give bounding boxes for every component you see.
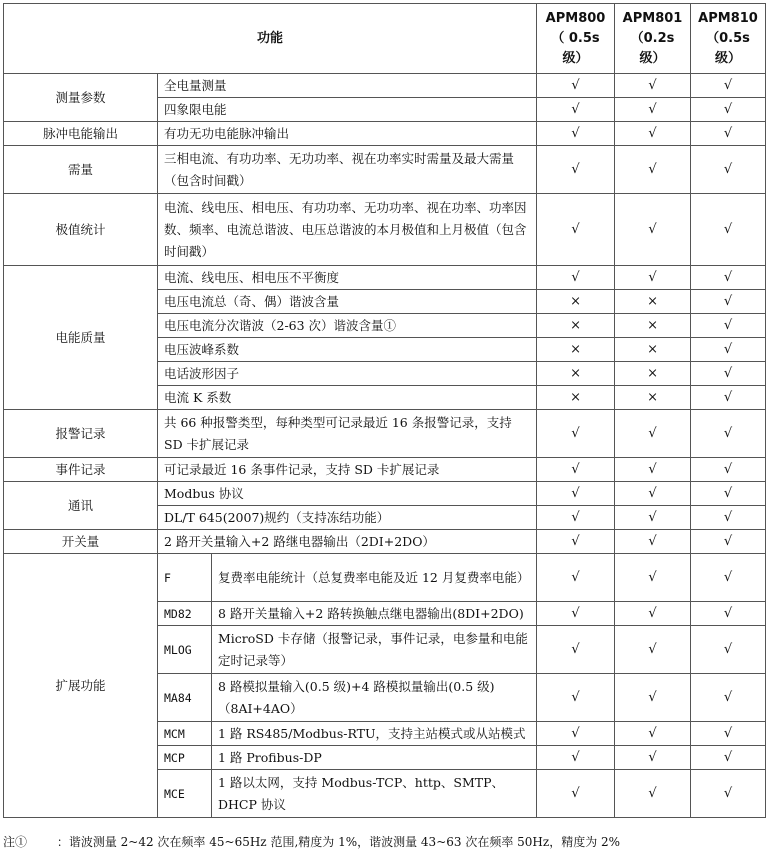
support-mark: × xyxy=(615,338,691,362)
support-mark: × xyxy=(537,362,615,386)
option-code: MLOG xyxy=(158,626,212,674)
feature-desc: 有功无功电能脉冲输出 xyxy=(158,122,537,146)
model-grade: （0.5s 级） xyxy=(706,30,750,66)
support-mark: √ xyxy=(691,386,766,410)
support-mark: × xyxy=(537,290,615,314)
feature-desc: 1 路以太网，支持 Modbus-TCP、http、SMTP、DHCP 协议 xyxy=(212,770,537,818)
support-mark: × xyxy=(615,314,691,338)
support-mark: √ xyxy=(537,770,615,818)
support-mark: √ xyxy=(537,626,615,674)
feature-desc: 三相电流、有功功率、无功功率、视在功率实时需量及最大需量（包含时间戳） xyxy=(158,146,537,194)
support-mark: √ xyxy=(615,626,691,674)
support-mark: √ xyxy=(537,506,615,530)
support-mark: √ xyxy=(615,674,691,722)
support-mark: √ xyxy=(615,74,691,98)
model-name: APM800 xyxy=(545,10,606,26)
support-mark: √ xyxy=(691,674,766,722)
feature-desc: 电话波形因子 xyxy=(158,362,537,386)
support-mark: √ xyxy=(691,554,766,602)
support-mark: √ xyxy=(691,746,766,770)
support-mark: √ xyxy=(691,722,766,746)
support-mark: √ xyxy=(537,194,615,266)
category-cell: 测量参数 xyxy=(4,74,158,122)
model-header-apm800 xyxy=(537,4,615,74)
support-mark: √ xyxy=(691,410,766,458)
support-mark: √ xyxy=(691,194,766,266)
support-mark: × xyxy=(537,386,615,410)
support-mark: √ xyxy=(691,98,766,122)
support-mark: √ xyxy=(537,146,615,194)
option-code: MCP xyxy=(158,746,212,770)
support-mark: √ xyxy=(537,530,615,554)
support-mark: √ xyxy=(615,506,691,530)
support-mark: √ xyxy=(537,410,615,458)
support-mark: √ xyxy=(691,146,766,194)
feature-desc: DL/T 645(2007)规约（支持冻结功能） xyxy=(158,506,537,530)
category-cell: 需量 xyxy=(4,146,158,194)
model-grade: （0.2s 级） xyxy=(630,30,675,66)
feature-desc: 电流、线电压、相电压不平衡度 xyxy=(158,266,537,290)
header-row xyxy=(4,4,766,74)
feature-desc: 电流、线电压、相电压、有功功率、无功功率、视在功率、功率因数、频率、电流总谐波、电压总谐波的本月极值和上月极值（包含时间戳） xyxy=(158,194,537,266)
support-mark: √ xyxy=(537,266,615,290)
support-mark: √ xyxy=(615,722,691,746)
support-mark: √ xyxy=(691,626,766,674)
category-cell: 扩展功能 xyxy=(4,554,158,818)
support-mark: √ xyxy=(615,530,691,554)
feature-desc: 1 路 RS485/Modbus-RTU，支持主站模式或从站模式 xyxy=(212,722,537,746)
feature-desc: 共 66 种报警类型，每种类型可记录最近 16 条报警记录，支持 SD 卡扩展记录 xyxy=(158,410,537,458)
category-cell: 报警记录 xyxy=(4,410,158,458)
support-mark: √ xyxy=(691,458,766,482)
table-row xyxy=(4,266,766,290)
support-mark: √ xyxy=(615,266,691,290)
category-cell: 开关量 xyxy=(4,530,158,554)
support-mark: √ xyxy=(691,770,766,818)
support-mark: √ xyxy=(691,74,766,98)
table-row xyxy=(4,458,766,482)
support-mark: √ xyxy=(537,746,615,770)
support-mark: × xyxy=(615,290,691,314)
support-mark: √ xyxy=(691,530,766,554)
option-code: MA84 xyxy=(158,674,212,722)
feature-desc: Modbus 协议 xyxy=(158,482,537,506)
table-row xyxy=(4,122,766,146)
support-mark: √ xyxy=(691,338,766,362)
support-mark: √ xyxy=(615,554,691,602)
support-mark: × xyxy=(537,338,615,362)
feature-desc: 8 路模拟量输入(0.5 级)+4 路模拟量输出(0.5 级)（8AI+4AO） xyxy=(212,674,537,722)
table-row xyxy=(4,146,766,194)
category-cell: 极值统计 xyxy=(4,194,158,266)
table-row xyxy=(4,410,766,458)
category-cell: 电能质量 xyxy=(4,266,158,410)
support-mark: √ xyxy=(615,122,691,146)
support-mark: √ xyxy=(615,146,691,194)
feature-desc: 1 路 Profibus-DP xyxy=(212,746,537,770)
footnote xyxy=(3,833,620,850)
feature-desc: 电压电流总（奇、偶）谐波含量 xyxy=(158,290,537,314)
support-mark: √ xyxy=(615,194,691,266)
feature-desc: 电压电流分次谐波（2-63 次）谐波含量① xyxy=(158,314,537,338)
support-mark: √ xyxy=(615,482,691,506)
model-header-apm801 xyxy=(615,4,691,74)
support-mark: √ xyxy=(615,746,691,770)
feature-desc: 全电量测量 xyxy=(158,74,537,98)
function-header: 功能 xyxy=(4,4,537,74)
support-mark: √ xyxy=(615,410,691,458)
support-mark: √ xyxy=(537,482,615,506)
feature-desc: 可记录最近 16 条事件记录，支持 SD 卡扩展记录 xyxy=(158,458,537,482)
support-mark: √ xyxy=(691,362,766,386)
support-mark: √ xyxy=(691,266,766,290)
support-mark: √ xyxy=(691,290,766,314)
support-mark: × xyxy=(615,386,691,410)
option-code: F xyxy=(158,554,212,602)
table-row xyxy=(4,74,766,98)
option-code: MCE xyxy=(158,770,212,818)
feature-table xyxy=(3,3,766,818)
category-cell: 脉冲电能输出 xyxy=(4,122,158,146)
table-row xyxy=(4,554,766,602)
support-mark: √ xyxy=(537,98,615,122)
footnote-label: 注① xyxy=(3,835,28,849)
support-mark: √ xyxy=(615,602,691,626)
feature-desc: 复费率电能统计（总复费率电能及近 12 月复费率电能） xyxy=(212,554,537,602)
model-name: APM810 xyxy=(698,10,758,26)
support-mark: √ xyxy=(537,554,615,602)
support-mark: √ xyxy=(537,74,615,98)
support-mark: √ xyxy=(691,482,766,506)
footnote-text: ：谐波测量 2~42 次在频率 45~65Hz 范围,精度为 1%，谐波测量 43~63 次在频率 50Hz，精度为 2% xyxy=(56,835,621,849)
option-code: MCM xyxy=(158,722,212,746)
support-mark: √ xyxy=(537,602,615,626)
model-header-apm810 xyxy=(691,4,766,74)
support-mark: √ xyxy=(615,98,691,122)
feature-desc: 电流 K 系数 xyxy=(158,386,537,410)
feature-desc: MicroSD 卡存储（报警记录，事件记录，电参量和电能定时记录等） xyxy=(212,626,537,674)
category-cell: 事件记录 xyxy=(4,458,158,482)
category-cell: 通讯 xyxy=(4,482,158,530)
model-grade: （ 0.5s 级） xyxy=(551,30,600,66)
table-row xyxy=(4,530,766,554)
support-mark: √ xyxy=(615,458,691,482)
model-name: APM801 xyxy=(622,10,683,26)
support-mark: √ xyxy=(537,458,615,482)
support-mark: × xyxy=(615,362,691,386)
table-row xyxy=(4,482,766,506)
feature-desc: 电压波峰系数 xyxy=(158,338,537,362)
option-code: MD82 xyxy=(158,602,212,626)
table-row xyxy=(4,194,766,266)
feature-desc: 8 路开关量输入+2 路转换触点继电器输出(8DI+2DO) xyxy=(212,602,537,626)
feature-desc: 2 路开关量输入+2 路继电器输出（2DI+2DO） xyxy=(158,530,537,554)
support-mark: √ xyxy=(691,506,766,530)
support-mark: √ xyxy=(537,122,615,146)
support-mark: √ xyxy=(691,122,766,146)
support-mark: √ xyxy=(691,314,766,338)
support-mark: × xyxy=(537,314,615,338)
support-mark: √ xyxy=(537,674,615,722)
feature-desc: 四象限电能 xyxy=(158,98,537,122)
support-mark: √ xyxy=(615,770,691,818)
support-mark: √ xyxy=(691,602,766,626)
support-mark: √ xyxy=(537,722,615,746)
